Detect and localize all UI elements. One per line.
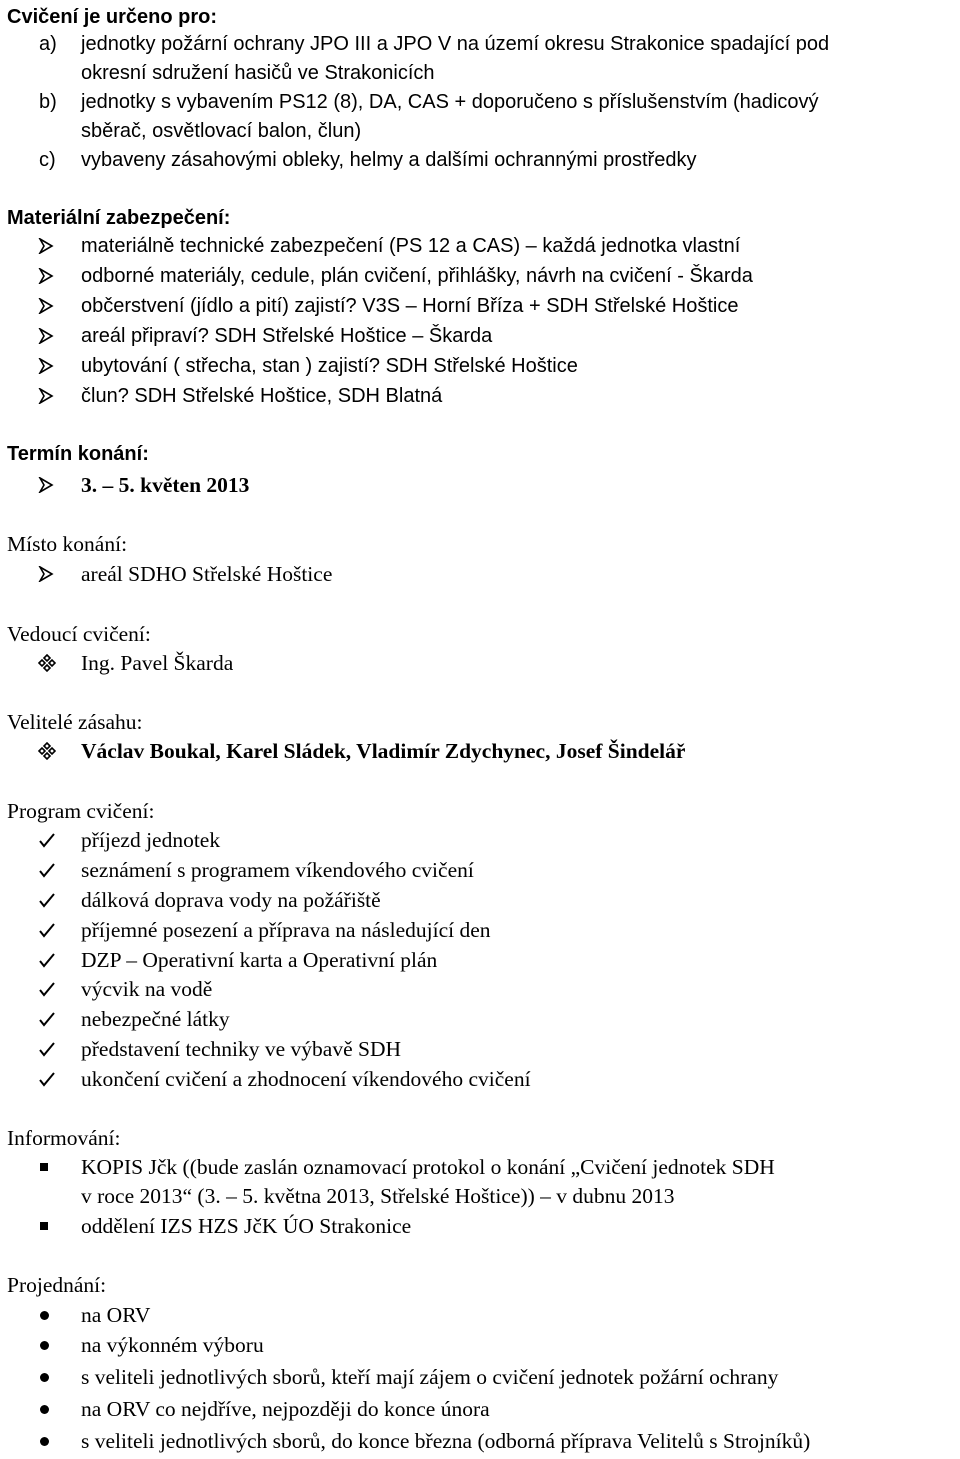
list-item-line: jednotky s vybavením PS12 (8), DA, CAS + doporučeno s příslušenstvím (hadicový bbox=[81, 91, 819, 113]
list-item: občerstvení (jídlo a pití) zajistí? V3S – Horní Bříza + SDH Střelské Hoštice bbox=[81, 295, 739, 317]
list-letter: c) bbox=[39, 149, 56, 171]
program-item: seznámení s programem víkendového cvičení bbox=[81, 858, 474, 882]
arrow-bullet-icon bbox=[38, 472, 64, 498]
list-item: člun? SDH Střelské Hoštice, SDH Blatná bbox=[81, 385, 443, 407]
list-item: materiálně technické zabezpečení (PS 12 a CAS) – každá jednotka vlastní bbox=[81, 235, 741, 257]
commanders-list: Václav Boukal, Karel Sládek, Vladimír Zdychynec, Josef Šindelář bbox=[81, 739, 686, 763]
program-item: ukončení cvičení a zhodnocení víkendového cvičení bbox=[81, 1067, 531, 1091]
arrow-bullet-icon bbox=[38, 561, 64, 587]
square-bullet-icon bbox=[38, 1213, 64, 1239]
section-heading-commanders: Velitelé zásahu: bbox=[7, 710, 143, 734]
discussion-item: na ORV co nejdříve, nejpozději do konce února bbox=[81, 1397, 490, 1421]
informing-item-line: KOPIS Jčk ((bude zaslán oznamovací protokol o konání „Cvičení jednotek SDH bbox=[81, 1155, 775, 1179]
program-item: DZP – Operativní karta a Operativní plán bbox=[81, 948, 438, 972]
program-item: výcvik na vodě bbox=[81, 977, 213, 1001]
section-heading-intended-for: Cvičení je určeno pro: bbox=[7, 6, 218, 28]
list-item-line: okresní sdružení hasičů ve Strakonicích bbox=[81, 62, 435, 84]
list-item-line: vybaveny zásahovými obleky, helmy a dalšími ochrannými prostředky bbox=[81, 149, 697, 171]
square-bullet-icon bbox=[38, 1154, 64, 1180]
program-item: příjemné posezení a příprava na následující den bbox=[81, 918, 491, 942]
list-letter: b) bbox=[39, 91, 57, 113]
section-heading-program: Program cvičení: bbox=[7, 799, 155, 823]
check-icon bbox=[38, 887, 64, 913]
discussion-item: na ORV bbox=[81, 1303, 151, 1327]
check-icon bbox=[38, 917, 64, 943]
arrow-bullet-icon bbox=[38, 263, 64, 289]
discussion-item: s veliteli jednotlivých sborů, do konce března (odborná příprava Velitelů s Strojníků) bbox=[81, 1429, 811, 1453]
list-item-line: sběrač, osvětlovací balon, člun) bbox=[81, 120, 362, 142]
program-item: příjezd jednotek bbox=[81, 828, 221, 852]
exercise-leader: Ing. Pavel Škarda bbox=[81, 651, 234, 675]
informing-item-line: v roce 2013“ (3. – 5. května 2013, Střelské Hoštice)) – v dubnu 2013 bbox=[81, 1184, 675, 1208]
arrow-bullet-icon bbox=[38, 233, 64, 259]
list-letter: a) bbox=[39, 33, 57, 55]
program-item: dálková doprava vody na požářiště bbox=[81, 888, 381, 912]
check-icon bbox=[38, 1036, 64, 1062]
discussion-item: na výkonném výboru bbox=[81, 1333, 264, 1357]
discussion-item: s veliteli jednotlivých sborů, kteří mají zájem o cvičení jednotek požární ochrany bbox=[81, 1365, 779, 1389]
list-item: areál připraví? SDH Střelské Hoštice – Škarda bbox=[81, 325, 493, 347]
arrow-bullet-icon bbox=[38, 353, 64, 379]
section-heading-date: Termín konání: bbox=[7, 443, 149, 465]
dot-bullet-icon bbox=[38, 1332, 64, 1358]
program-item: představení techniky ve výbavě SDH bbox=[81, 1037, 402, 1061]
check-icon bbox=[38, 1066, 64, 1092]
event-place: areál SDHO Střelské Hoštice bbox=[81, 562, 333, 586]
arrow-bullet-icon bbox=[38, 293, 64, 319]
arrow-bullet-icon bbox=[38, 323, 64, 349]
section-heading-material: Materiální zabezpečení: bbox=[7, 207, 231, 229]
dot-bullet-icon bbox=[38, 1396, 64, 1422]
check-icon bbox=[38, 827, 64, 853]
diamond-bullet-icon bbox=[38, 738, 64, 764]
dot-bullet-icon bbox=[38, 1428, 64, 1454]
check-icon bbox=[38, 1006, 64, 1032]
list-item-line: jednotky požární ochrany JPO III a JPO V na území okresu Strakonice spadající pod bbox=[81, 33, 830, 55]
list-item: odborné materiály, cedule, plán cvičení, přihlášky, návrh na cvičení - Škarda bbox=[81, 265, 753, 287]
section-heading-place: Místo konání: bbox=[7, 532, 128, 556]
diamond-bullet-icon bbox=[38, 650, 64, 676]
event-date: 3. – 5. květen 2013 bbox=[81, 473, 250, 497]
list-item: ubytování ( střecha, stan ) zajistí? SDH Střelské Hoštice bbox=[81, 355, 578, 377]
section-heading-leader: Vedoucí cvičení: bbox=[7, 622, 151, 646]
arrow-bullet-icon bbox=[38, 383, 64, 409]
section-heading-discussion: Projednání: bbox=[7, 1273, 107, 1297]
section-heading-informing: Informování: bbox=[7, 1126, 121, 1150]
check-icon bbox=[38, 976, 64, 1002]
dot-bullet-icon bbox=[38, 1302, 64, 1328]
dot-bullet-icon bbox=[38, 1364, 64, 1390]
check-icon bbox=[38, 857, 64, 883]
check-icon bbox=[38, 947, 64, 973]
program-item: nebezpečné látky bbox=[81, 1007, 230, 1031]
informing-item-line: oddělení IZS HZS JčK ÚO Strakonice bbox=[81, 1214, 412, 1238]
